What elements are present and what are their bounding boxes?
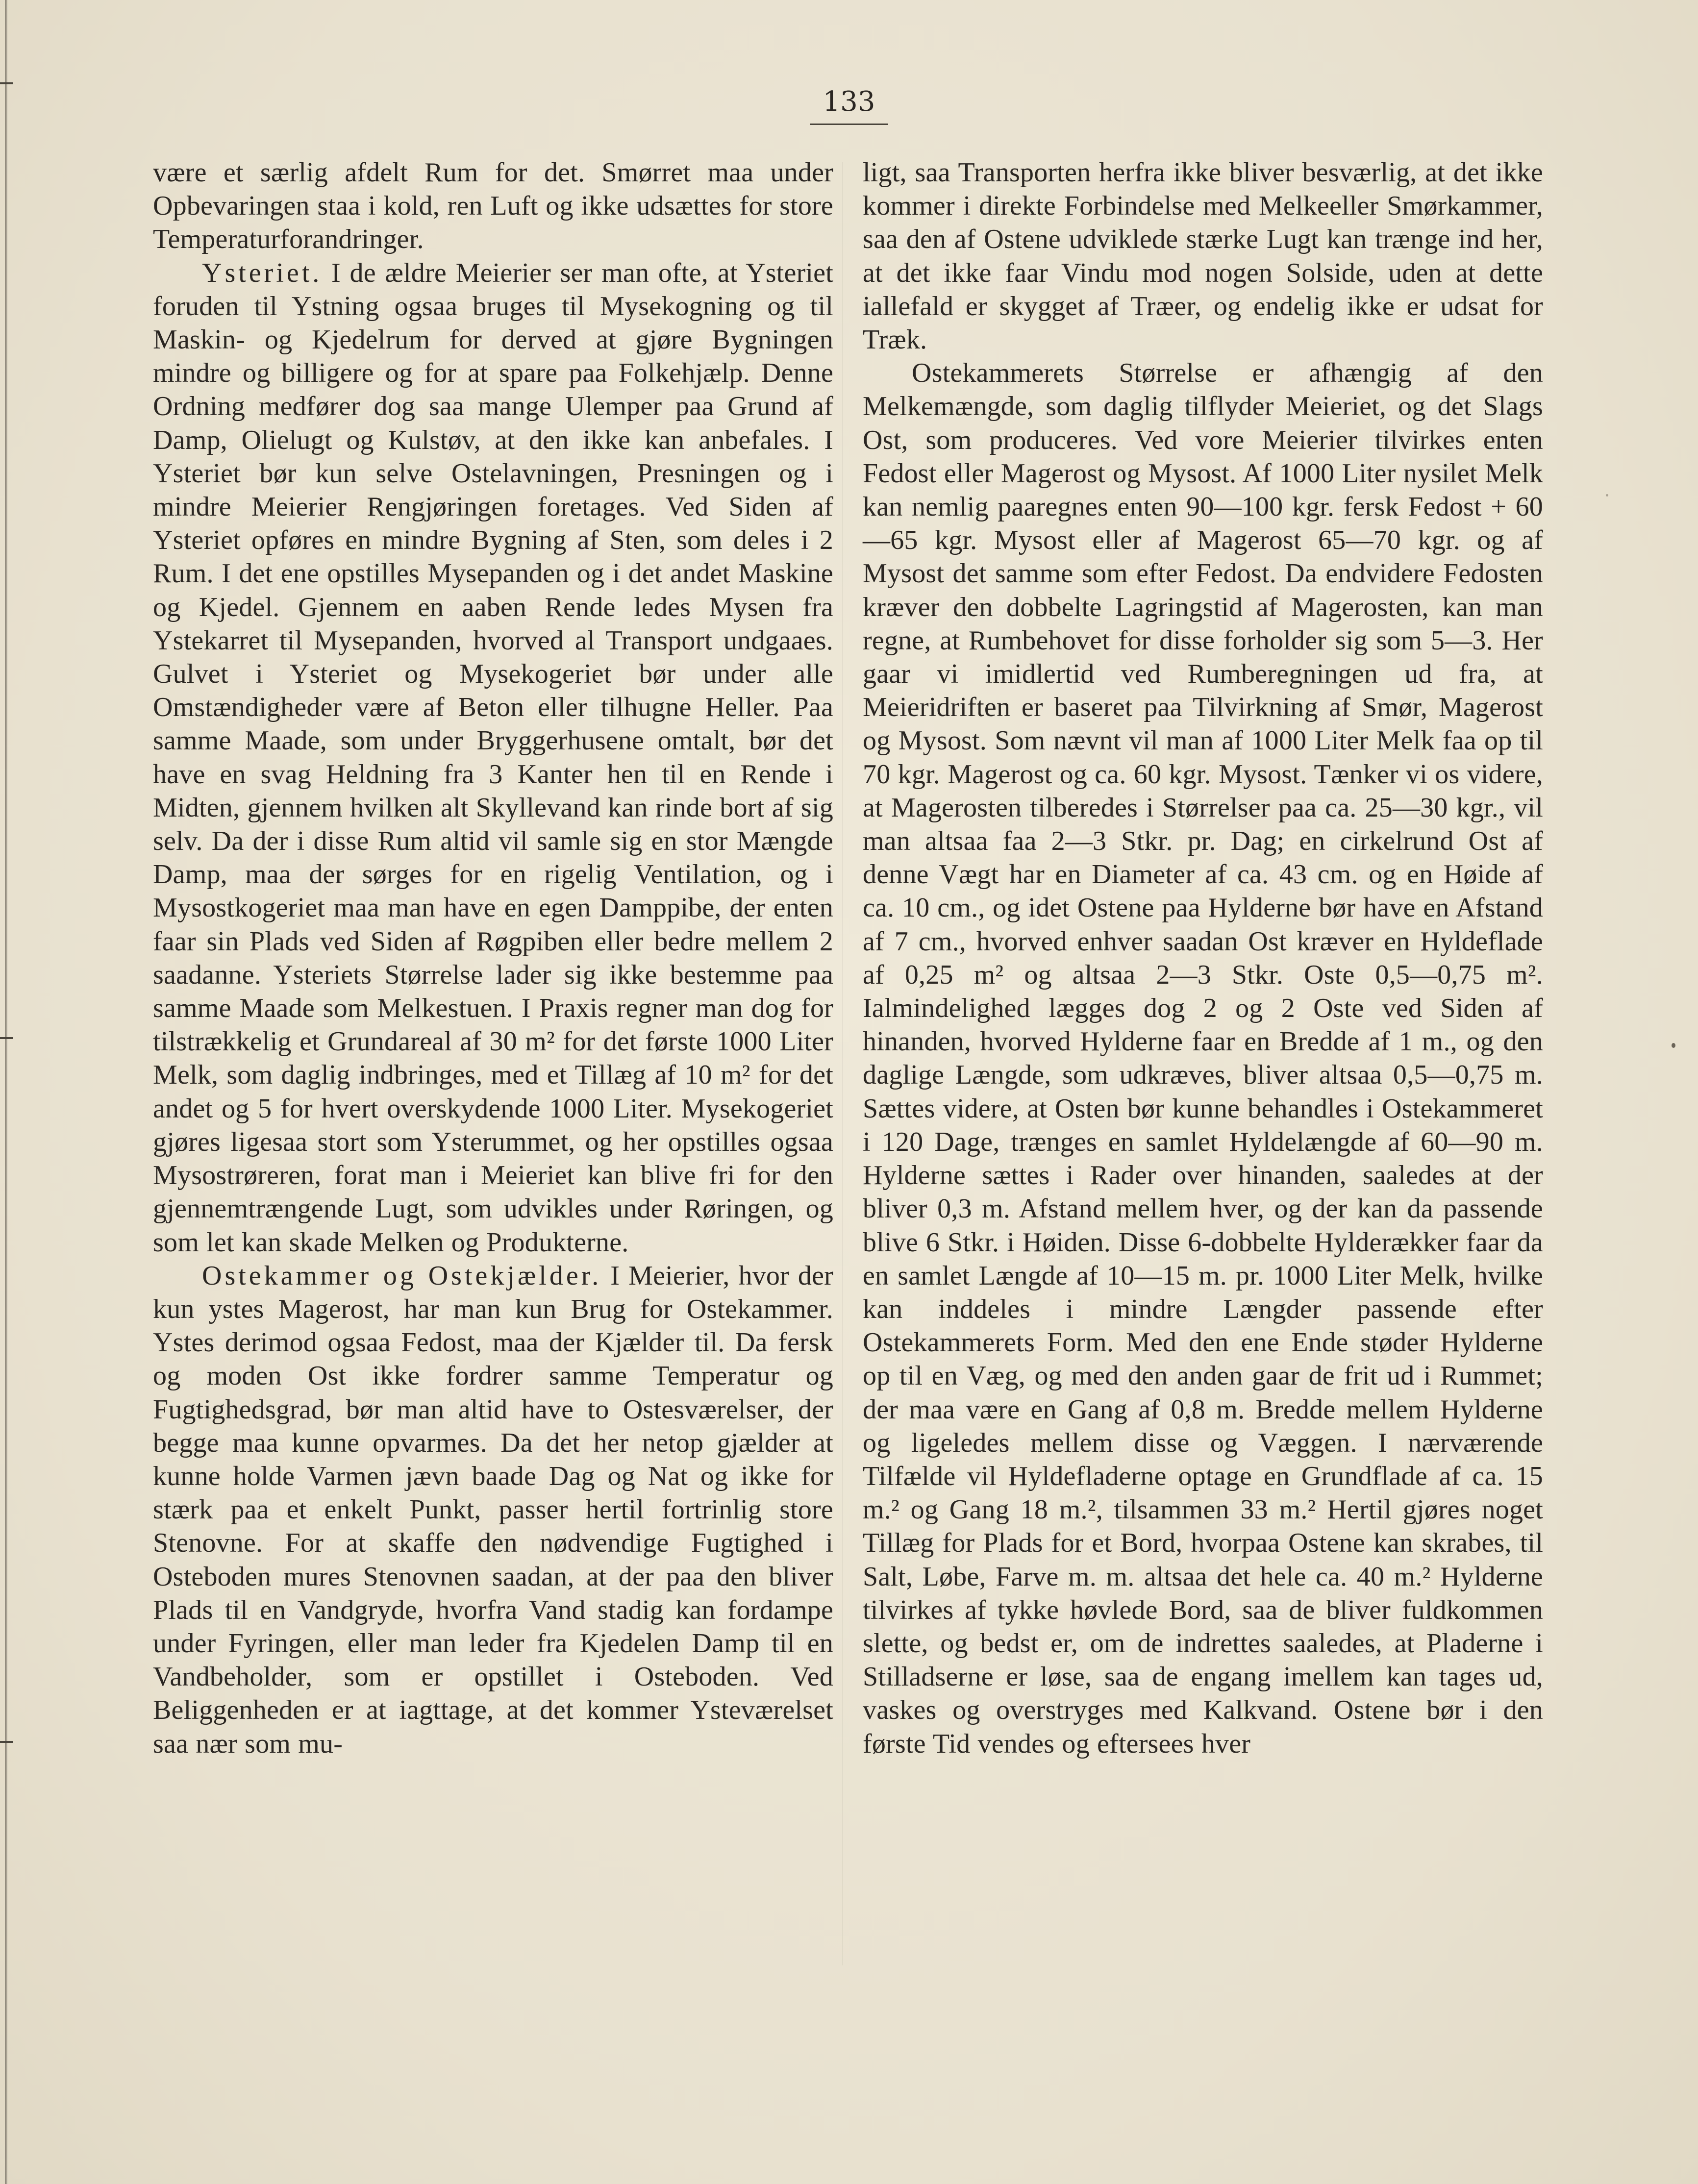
column-gutter: [842, 162, 843, 1965]
paragraph: [863, 356, 1543, 1761]
paragraph-text: Ostekammerets Størrelse er afhængig af den Melkemængde, som daglig tilflyder Meieriet, og det Slags Ost, som produceres. Ved vore Meierier tilvirkes enten Fedost eller Magerost og Mysost. Af 1000 Liter nysilet Melk kan nemlig paaregnes enten 90—100 kgr. fersk Fedost + 60—65 kgr. Mysost eller af Magerost 65—70 kgr. og af Mysost det samme som efter Fedost. Da endvidere Fedosten kræver den dobbelte Lagringstid af Magerosten, kan man regne, at Rumbehovet for disse forholder sig som 5—3. Her gaar vi imidlertid ved Rumberegningen ud fra, at Meieridriften er baseret paa Tilvirkning af Smør, Magerost og Mysost. Som nævnt vil man af 1000 Liter Melk faa op til 70 kgr. Magerost og ca. 60 kgr. Mysost. Tænker vi os videre, at Magerosten tilberedes i Størrelser paa ca. 25—30 kgr., vil man altsaa faa 2—3 Stkr. pr. Dag; en cirkelrund Ost af denne Vægt har en Diameter af ca. 43 cm. og en Høide af ca. 10 cm., og idet Ostene paa Hylderne bør have en Afstand af 7 cm., hvorved enhver saadan Ost kræver en Hyldeflade af 0,25 m² og altsaa 2—3 Stkr. Oste 0,5—0,75 m². Ialmindelighed lægges dog 2 og 2 Oste ved Siden af hinanden, hvorved Hylderne faar en Bredde af 1 m., og den daglige Længde, som udkræves, bliver altsaa 0,5—0,75 m. Sættes videre, at Osten bør kunne behandles i Ostekammeret i 120 Dage, trænges en samlet Hyldelængde af 60—90 m. Hylderne sættes i Rader over hinanden, saaledes at der bliver 0,3 m. Afstand mellem hver, og der kan da passende blive 6 Stkr. i Høiden. Disse 6-dobbelte Hylderækker faar da en samlet Længde af 10—15 m. pr. 1000 Liter Melk, hvilke kan inddeles i mindre Længder passende efter Ostekammerets Form. Med den ene Ende støder Hylderne op til en Væg, og med den anden gaar de frit ud i Rummet; der maa være en Gang af 0,8 m. Bredde mellem Hylderne og ligeledes mellem disse og Væggen. I nærværende Tilfælde vil Hyldefladerne optage en Grundflade af ca. 15 m.² og Gang 18 m.², tilsammen 33 m.² Hertil gjøres noget Tillæg for Plads for et Bord, hvorpaa Ostene kan skrabes, til Salt, Løbe, Farve m. m. altsaa det hele ca. 40 m.² Hylderne tilvirkes af tykke høvlede Bord, saa de bliver fuldkommen slette, og bedst er, om de indrettes saaledes, at Pladerne i Stilladserne er løse, saa de engang imellem kan tages ud, vaskes og overstryges med Kalkvand. Ostene bør i den første Tid vendes og eftersees hver: [863, 358, 1543, 1759]
edge-tick-mark: [0, 1037, 13, 1039]
left-column: [153, 156, 833, 1761]
paragraph-text: ligt, saa Transporten herfra ikke bliver besværlig, at det ikke kommer i direkte Forbindelse med Melkeeller Smørkammer, saa den af Ostene udviklede stærke Lugt kan trænge ind her, at det ikke faar Vindu mod nogen Solside, uden at dette iallefald er skygget af Træer, og endelig ikke er udsat for Træk.: [863, 157, 1543, 355]
paragraph-text: I de ældre Meierier ser man ofte, at Ysteriet foruden til Ystning ogsaa bruges til Mysekogning og til Maskin- og Kjedelrum for derved at gjøre Bygningen mindre og billigere og for at spare paa Folkehjælp. Denne Ordning medfører dog saa mange Ulemper paa Grund af Damp, Olielugt og Kulstøv, at den ikke kan anbefales. I Ysteriet bør kun selve Ostelavningen, Presningen og i mindre Meierier Rengjøringen foretages. Ved Siden af Ysteriet opføres en mindre Bygning af Sten, som deles i 2 Rum. I det ene opstilles Mysepanden og i det andet Maskine og Kjedel. Gjennem en aaben Rende ledes Mysen fra Ystekarret til Mysepanden, hvorved al Transport undgaaes. Gulvet i Ysteriet og Mysekogeriet bør under alle Omstændigheder være af Beton eller tilhugne Heller. Paa samme Maade, som under Bryggerhusene omtalt, bør det have en svag Heldning fra 3 Kanter hen til en Rende i Midten, gjennem hvilken alt Skyllevand kan rinde bort af sig selv. Da der i disse Rum altid vil samle sig en stor Mængde Damp, maa der sørges for en rigelig Ventilation, og i Mysostkogeriet maa man have en egen Damppibe, der enten faar sin Plads ved Siden af Røgpiben eller bedre mellem 2 saadanne. Ysteriets Størrelse lader sig ikke bestemme paa samme Maade som Melkestuen. I Praxis regner man dog for tilstrækkelig et Grundareal af 30 m² for det første 1000 Liter Melk, som daglig indbringes, med et Tillæg af 10 m² for det andet og 5 for hvert overskydende 1000 Liter. Mysekogeriet gjøres ligesaa stort som Ysterummet, og her opstilles ogsaa Mysostrøreren, forat man i Meieriet kan blive fri for den gjennemtrængende Lugt, som udvikles under Røringen, og som let kan skade Melken og Produkterne.: [153, 257, 833, 1258]
paper-speck: [1606, 494, 1608, 496]
section-heading: Ostekammer og Ostekjælder.: [202, 1260, 602, 1291]
paragraph: [153, 256, 833, 1259]
section-heading: Ysteriet.: [202, 257, 323, 288]
binding-edge: [5, 0, 7, 2184]
paragraph: [153, 156, 833, 256]
paragraph: [153, 1259, 833, 1761]
edge-tick-mark: [0, 1741, 13, 1743]
edge-tick-mark: [0, 82, 13, 84]
right-column: [863, 156, 1543, 1761]
page-number-rule: [810, 124, 888, 125]
paragraph: [863, 156, 1543, 356]
page-number: 133: [823, 86, 875, 118]
paragraph-text: I Meierier, hvor der kun ystes Magerost, har man kun Brug for Ostekammer. Ystes derimod ogsaa Fedost, maa der Kjælder til. Da fersk og moden Ost ikke fordrer samme Temperatur og Fugtighedsgrad, bør man altid have to Ostesværelser, der begge maa kunne opvarmes. Da det her netop gjælder at kunne holde Varmen jævn baade Dag og Nat og ikke for stærk paa et enkelt Punkt, passer hertil fortrinlig store Stenovne. For at skaffe den nødvendige Fugtighed i Osteboden mures Stenovnen saadan, at der paa den bliver Plads til en Vandgryde, hvorfra Vand stadig kan fordampe under Fyringen, eller man leder fra Kjedelen Damp til en Vandbeholder, som er opstillet i Osteboden. Ved Beliggenheden er at iagttage, at det kommer Ysteværelset saa nær som mu-: [153, 1260, 833, 1759]
paper-speck: [1672, 1043, 1675, 1048]
paragraph-text: være et særlig afdelt Rum for det. Smørret maa under Opbevaringen staa i kold, ren Luft og ikke udsættes for store Temperaturforandringer.: [153, 157, 833, 255]
